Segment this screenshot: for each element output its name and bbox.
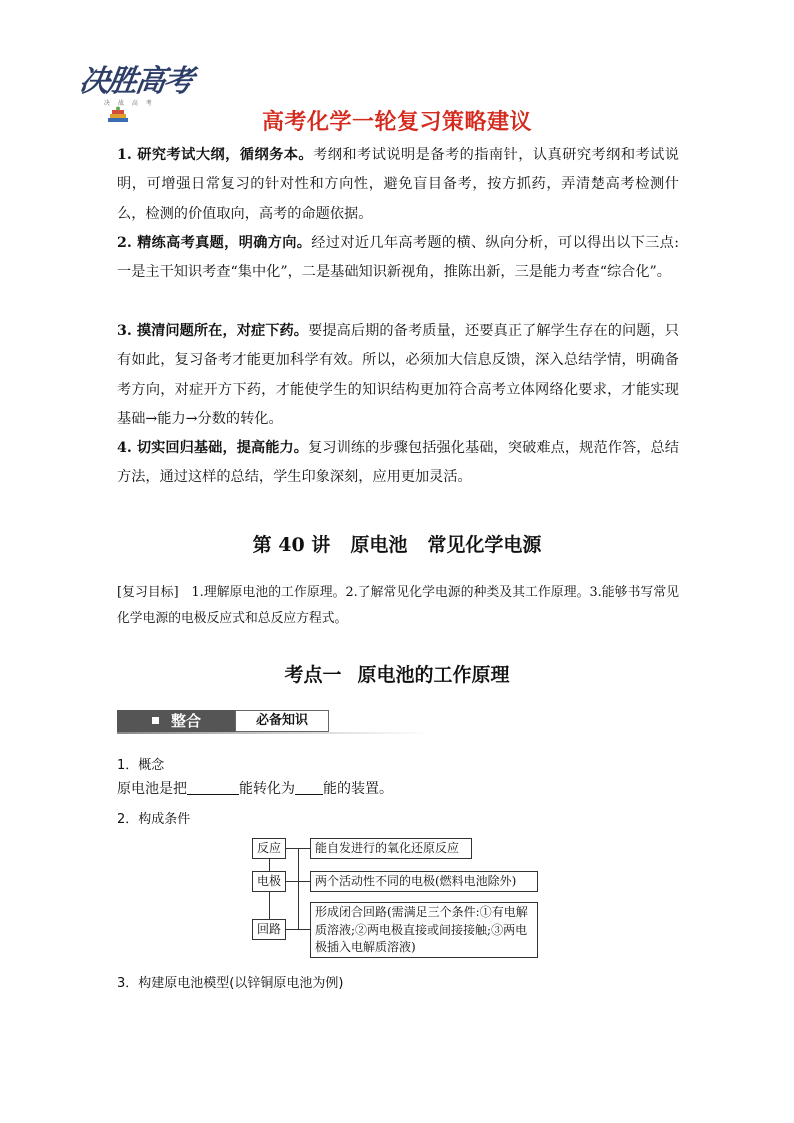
condition-label: 电极 — [252, 871, 286, 892]
connector — [286, 929, 310, 930]
strategy-text: 经过对近几年高考题的横、纵向分析，可以得出以下三点:一是主干知识考查“集中化”，二是基础知识新视角，推陈出新，三是能力考查“综合化”。 — [117, 235, 679, 281]
strategy-2 — [117, 229, 679, 288]
lecture-number: 第 40 讲 — [252, 534, 331, 556]
concept-before: 原电池是把 — [117, 781, 187, 797]
lecture-title — [0, 530, 794, 557]
banner-divider — [117, 732, 431, 734]
logo-subtitle: 决 战 高 考 — [104, 100, 155, 107]
concept-after: 能的装置。 — [323, 781, 393, 797]
connector — [269, 892, 270, 919]
strategy-heading: 2. 精练高考真题，明确方向。 — [117, 235, 312, 251]
conditions-diagram — [252, 838, 542, 958]
banner-dark-label: 整合 — [171, 712, 202, 730]
condition-description: 形成闭合回路(需满足三个条件:①有电解质溶液;②两电极直接或间接接触;③两电极插入电解质溶液) — [310, 902, 538, 958]
logo-text: 决胜高考 — [77, 64, 194, 99]
condition-description: 两个活动性不同的电极(燃料电池除外) — [310, 871, 538, 892]
condition-label: 反应 — [252, 838, 286, 859]
concept-sentence — [117, 778, 393, 798]
strategy-heading: 1. 研究考试大纲，循纲务本。 — [117, 147, 314, 163]
strategy-text: 复习训练的步骤包括强化基础，突破难点，规范作答，总结方法，通过这样的总结，学生印象深刻，应用更加灵活。 — [117, 440, 679, 486]
strategy-4 — [117, 434, 679, 493]
section-heading-conditions: 2．构成条件 — [117, 812, 191, 827]
strategy-3 — [117, 317, 679, 434]
section-banner — [117, 710, 431, 734]
connector — [286, 881, 310, 882]
review-goals: [复习目标] 1.理解原电池的工作原理。2.了解常见化学电源的种类及其工作原理。3.能够书写常见化学电源的电极反应式和总反应方程式。 — [117, 585, 679, 626]
point-title — [0, 660, 794, 687]
condition-label: 回路 — [252, 919, 286, 940]
strategy-1 — [117, 141, 679, 229]
strategy-text: 要提高后期的备考质量，还要真正了解学生存在的问题，只有如此，复习备考才能更加科学有效。所以，必须加大信息反馈，深入总结学情，明确备考方向，对症开方下药，才能使学生的知识结构更加符合高考立体网络化要求，才能实现基础→能力→分数的转化。 — [117, 323, 679, 427]
connector — [286, 848, 310, 849]
strategy-text: 考纲和考试说明是备考的指南针，认真研究考纲和考试说明，可增强日常复习的针对性和方向性，避免盲目备考，按方抓药，弄清楚高考检测什么，检测的价值取向，高考的命题依据。 — [117, 147, 679, 222]
square-icon — [152, 717, 159, 724]
strategy-heading: 3. 摸清问题所在，对症下药。 — [117, 323, 309, 339]
connector — [298, 848, 299, 930]
lecture-topic-1: 原电池 — [350, 534, 408, 556]
blank-2 — [295, 780, 323, 795]
section-heading-concept: 1．概念 — [117, 758, 165, 773]
condition-description: 能自发进行的氧化还原反应 — [310, 838, 472, 859]
concept-middle: 能转化为 — [239, 781, 295, 797]
banner-dark — [117, 710, 235, 732]
main-title: 高考化学一轮复习策略建议 — [261, 110, 532, 135]
banner-light-label: 必备知识 — [235, 710, 329, 732]
connector — [269, 859, 270, 871]
blank-1 — [187, 780, 239, 795]
section-heading-model: 3．构建原电池模型(以锌铜原电池为例) — [117, 976, 344, 991]
lecture-topic-2: 常见化学电源 — [427, 534, 542, 556]
strategy-heading: 4. 切实回归基础，提高能力。 — [117, 440, 309, 456]
point-heading: 原电池的工作原理 — [357, 664, 510, 686]
point-label: 考点一 — [284, 664, 342, 686]
